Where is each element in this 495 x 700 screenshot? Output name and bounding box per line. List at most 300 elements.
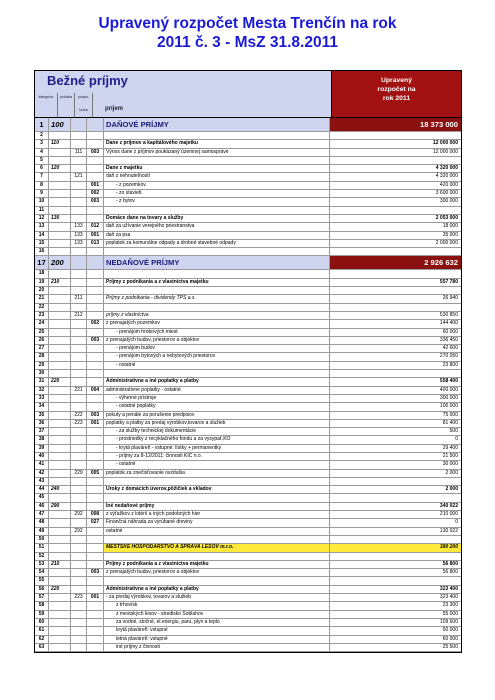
row-text (104, 536, 330, 543)
row-podpolozka (87, 118, 104, 131)
table-row (35, 182, 461, 190)
row-kategoria (49, 602, 71, 609)
row-kategoria (49, 223, 71, 230)
row-podpolozka: 003 (87, 149, 104, 156)
row-number: 16 (35, 248, 49, 255)
row-value: 23 300 (442, 602, 458, 609)
title-line-2: 2011 č. 3 - MsZ 31.8.2011 (157, 34, 338, 51)
row-polozka (71, 586, 87, 593)
row-podpolozka: 012 (87, 223, 104, 230)
row-polozka (71, 329, 87, 336)
row-number: 61 (35, 627, 49, 634)
row-text: - príjmy za 8-12/2011: činnosti KIC n.o. (104, 453, 330, 460)
row-text: - prenájom budov (104, 345, 330, 352)
row-text: - ostatné (104, 362, 330, 369)
row-number: 6 (35, 165, 49, 172)
row-polozka: 229 (71, 470, 87, 477)
row-kategoria (49, 445, 71, 452)
row-text: poplatok za komunálne odpady a drobné stavebné odpady (104, 240, 330, 247)
row-value (330, 287, 461, 294)
row-polozka: 211 (71, 295, 87, 302)
row-kategoria (49, 287, 71, 294)
row-podpolozka (87, 248, 104, 255)
table-row (35, 519, 461, 527)
row-podpolozka (87, 644, 104, 651)
row-polozka (71, 428, 87, 435)
row-value: 60 000 (442, 635, 458, 642)
table-row (35, 149, 461, 157)
row-value: 300 000 (439, 198, 458, 205)
row-podpolozka (87, 436, 104, 443)
row-text: z prenajatých pozemkov (104, 320, 330, 327)
row-podpolozka (87, 378, 104, 385)
row-value: 75 000 (442, 411, 458, 418)
row-value: 55 000 (442, 610, 458, 617)
row-value: 81 400 (442, 419, 458, 426)
row-value: 0 (455, 436, 458, 443)
row-text (104, 157, 330, 164)
row-text (104, 287, 330, 294)
row-kategoria: 130 (49, 215, 71, 222)
row-kategoria (49, 312, 71, 319)
row-polozka (71, 644, 87, 651)
row-value: 340 022 (439, 502, 458, 509)
row-number: 32 (35, 387, 49, 394)
table-header (35, 71, 461, 118)
table-row (35, 198, 461, 206)
row-podpolozka (87, 494, 104, 501)
row-number: 21 (35, 295, 49, 302)
table-row (35, 362, 461, 370)
row-polozka (71, 378, 87, 385)
row-podpolozka: 008 (87, 511, 104, 518)
row-polozka (71, 320, 87, 327)
row-podpolozka: 001 (87, 594, 104, 601)
row-number: 39 (35, 445, 49, 452)
row-number: 7 (35, 173, 49, 180)
row-number: 20 (35, 287, 49, 294)
row-kategoria (49, 395, 71, 402)
row-value: 557 780 (439, 278, 458, 285)
table-row (35, 304, 461, 312)
header-budget-2: rozpočet na (377, 86, 416, 93)
row-polozka (71, 453, 87, 460)
row-podpolozka (87, 173, 104, 180)
table-row (35, 279, 461, 287)
table-row (35, 287, 461, 295)
row-value: 420 000 (439, 181, 458, 188)
row-polozka: 133 (71, 223, 87, 230)
row-polozka (71, 190, 87, 197)
row-polozka (71, 279, 87, 286)
row-kategoria (49, 362, 71, 369)
row-text: poplatky a platby za predaj výrobkov,tovarov a služieb (104, 420, 330, 427)
row-polozka (71, 165, 87, 172)
row-podpolozka (87, 636, 104, 643)
row-podpolozka: 002 (87, 190, 104, 197)
row-text: iné príjmy z činnosti (104, 644, 330, 651)
row-podpolozka (87, 287, 104, 294)
row-polozka: 212 (71, 312, 87, 319)
row-podpolozka (87, 453, 104, 460)
row-kategoria (49, 544, 71, 551)
row-text: daň z nehnuteľností (104, 173, 330, 180)
row-kategoria: 220 (49, 378, 71, 385)
row-value: 2 926 632 (330, 256, 461, 269)
row-text: Príjmy z podnikania a z vlastníctva majetku (104, 561, 330, 568)
row-value: 23 800 (442, 361, 458, 368)
table-row (35, 248, 461, 256)
table-row (35, 320, 461, 328)
row-podpolozka (87, 215, 104, 222)
row-kategoria (49, 453, 71, 460)
row-kategoria (49, 611, 71, 618)
row-value (330, 304, 461, 311)
row-value: 130 022 (439, 527, 458, 534)
row-podpolozka: 003 (87, 569, 104, 576)
row-kategoria (49, 248, 71, 255)
row-kategoria: 240 (49, 486, 71, 493)
row-value (330, 553, 461, 560)
row-polozka (71, 611, 87, 618)
row-value (330, 577, 461, 584)
row-podpolozka: 003 (87, 337, 104, 344)
row-number: 3 (35, 140, 49, 147)
row-podpolozka: 002 (87, 320, 104, 327)
row-polozka (71, 207, 87, 214)
row-polozka (71, 478, 87, 485)
row-kategoria (49, 337, 71, 344)
row-value: 100 000 (439, 403, 458, 410)
row-number: 34 (35, 403, 49, 410)
row-podpolozka (87, 165, 104, 172)
row-polozka: 223 (71, 594, 87, 601)
row-text: DAŇOVÉ PRÍJMY (104, 118, 330, 131)
row-text: ostatné (104, 528, 330, 535)
row-kategoria (49, 569, 71, 576)
row-polozka (71, 436, 87, 443)
row-kategoria (49, 329, 71, 336)
row-text (104, 370, 330, 377)
row-polozka: 133 (71, 240, 87, 247)
row-podpolozka (87, 602, 104, 609)
row-polozka (71, 304, 87, 311)
row-number: 29 (35, 362, 49, 369)
row-kategoria (49, 149, 71, 156)
row-podpolozka: 005 (87, 470, 104, 477)
row-polozka (71, 494, 87, 501)
row-podpolozka (87, 157, 104, 164)
row-number: 10 (35, 198, 49, 205)
row-polozka (71, 215, 87, 222)
table-row (35, 420, 461, 428)
row-kategoria (49, 461, 71, 468)
row-value: 270 050 (439, 353, 458, 360)
row-text (104, 132, 330, 139)
row-podpolozka (87, 461, 104, 468)
row-text: - výherné prístroje (104, 395, 330, 402)
row-text: z výťažkov z lotérií a iných podobných hier (104, 511, 330, 518)
row-value: 25 500 (442, 643, 458, 650)
document-title (0, 14, 495, 52)
row-number: 24 (35, 320, 49, 327)
row-polozka: 221 (71, 387, 87, 394)
row-value: 0 (455, 519, 458, 526)
row-polozka: 222 (71, 412, 87, 419)
row-number: 36 (35, 420, 49, 427)
row-text: Domáce dane na tovary a služby (104, 215, 330, 222)
header-columns (35, 93, 93, 117)
table-row (35, 569, 461, 577)
row-text (104, 207, 330, 214)
row-number: 9 (35, 190, 49, 197)
row-number: 58 (35, 602, 49, 609)
table-row (35, 453, 461, 461)
row-number: 43 (35, 478, 49, 485)
row-polozka (71, 287, 87, 294)
row-value: 26 940 (442, 295, 458, 302)
row-kategoria (49, 157, 71, 164)
table-row (35, 173, 461, 181)
row-number: 2 (35, 132, 49, 139)
table-row (35, 387, 461, 395)
row-podpolozka (87, 312, 104, 319)
row-polozka (71, 403, 87, 410)
table-row (35, 353, 461, 361)
row-number: 25 (35, 329, 49, 336)
row-text: za vodné, stočné, el.energiu, paru, plyn a teplo (104, 619, 330, 626)
row-polozka (71, 544, 87, 551)
header-podpolozka-1: podpo- (77, 95, 90, 99)
header-podpolozka-2: ložka (79, 108, 88, 112)
row-kategoria (49, 232, 71, 239)
table-row (35, 494, 461, 502)
row-value: 530 850 (439, 311, 458, 318)
table-row (35, 577, 461, 585)
row-number: 11 (35, 207, 49, 214)
row-value: 35 000 (442, 231, 458, 238)
table-row (35, 345, 461, 353)
row-value (330, 132, 461, 139)
table-row (35, 329, 461, 337)
row-podpolozka (87, 503, 104, 510)
row-polozka: 121 (71, 173, 87, 180)
row-kategoria (49, 412, 71, 419)
row-text: Administratívne a iné poplatky a platby (104, 586, 330, 593)
row-number: 5 (35, 157, 49, 164)
row-polozka (71, 577, 87, 584)
row-number: 41 (35, 461, 49, 468)
row-text: - prostriedky z recyklačného fondu a za vysypať.KO (104, 436, 330, 443)
row-kategoria (49, 519, 71, 526)
row-number: 8 (35, 182, 49, 189)
row-kategoria (49, 536, 71, 543)
row-kategoria (49, 478, 71, 485)
row-polozka (71, 569, 87, 576)
table-row (35, 561, 461, 569)
row-polozka (71, 362, 87, 369)
row-kategoria (49, 494, 71, 501)
row-value: 4 320 000 (435, 173, 458, 180)
table-row (35, 436, 461, 444)
row-number: 28 (35, 353, 49, 360)
table-row (35, 270, 461, 278)
row-kategoria (49, 190, 71, 197)
row-podpolozka (87, 304, 104, 311)
row-text: administratívne poplatky - ostatné (104, 387, 330, 394)
header-left (35, 71, 332, 117)
row-number: 4 (35, 149, 49, 156)
row-podpolozka (87, 561, 104, 568)
row-number: 18 (35, 270, 49, 277)
table-row (35, 503, 461, 511)
table-row (35, 403, 461, 411)
row-kategoria: 120 (49, 165, 71, 172)
table-row (35, 256, 461, 270)
row-text: - zo stavieb (104, 190, 330, 197)
row-kategoria (49, 270, 71, 277)
row-text: krytá plaváreň: vstupné (104, 627, 330, 634)
header-prijem: príjem (105, 106, 124, 112)
table-row (35, 337, 461, 345)
row-number: 57 (35, 594, 49, 601)
row-polozka (71, 270, 87, 277)
row-podpolozka (87, 362, 104, 369)
row-podpolozka (87, 586, 104, 593)
row-value: 400 000 (439, 386, 458, 393)
row-text (104, 304, 330, 311)
table-row (35, 312, 461, 320)
row-kategoria (49, 387, 71, 394)
row-value: 21 500 (442, 452, 458, 459)
table-row (35, 594, 461, 602)
row-text: - prenájom hrobových miest (104, 329, 330, 336)
table-row (35, 165, 461, 173)
row-polozka: 292 (71, 528, 87, 535)
table-row (35, 132, 461, 140)
table-row (35, 378, 461, 386)
table-row (35, 511, 461, 519)
row-polozka (71, 140, 87, 147)
row-polozka (71, 198, 87, 205)
row-podpolozka (87, 577, 104, 584)
row-number: 49 (35, 528, 49, 535)
table-row (35, 370, 461, 378)
row-value (330, 248, 461, 255)
row-podpolozka (87, 132, 104, 139)
row-number: 13 (35, 223, 49, 230)
row-number: 31 (35, 378, 49, 385)
row-kategoria (49, 353, 71, 360)
header-podpolozka (75, 93, 93, 117)
table-row (35, 232, 461, 240)
table-row (35, 644, 461, 652)
table-row (35, 486, 461, 494)
row-number: 19 (35, 279, 49, 286)
row-podpolozka (87, 428, 104, 435)
row-kategoria (49, 511, 71, 518)
row-podpolozka: 003 (87, 198, 104, 205)
row-podpolozka (87, 207, 104, 214)
row-value: 380 200 (330, 544, 461, 551)
row-number: 51 (35, 544, 49, 551)
row-podpolozka: 003 (87, 412, 104, 419)
row-text (104, 553, 330, 560)
row-text: - za služby technickej dokumentácie (104, 428, 330, 435)
row-podpolozka: 001 (87, 420, 104, 427)
row-kategoria (49, 345, 71, 352)
row-podpolozka: 001 (87, 182, 104, 189)
table-row (35, 636, 461, 644)
row-podpolozka (87, 627, 104, 634)
row-polozka (71, 602, 87, 609)
row-kategoria (49, 436, 71, 443)
row-value: 500 (449, 428, 458, 435)
row-value: 12 000 000 (432, 148, 458, 155)
row-text: Výnos dane z príjmov poukázaný územnej samospráve (104, 149, 330, 156)
row-number: 59 (35, 611, 49, 618)
row-podpolozka (87, 270, 104, 277)
row-value: 558 400 (439, 378, 458, 385)
row-text: poplatok za znečisťovanie ovzdušia (104, 470, 330, 477)
row-kategoria (49, 644, 71, 651)
row-number: 55 (35, 577, 49, 584)
row-text (104, 478, 330, 485)
row-text: z mestských lesov - stredisko Soblahov (104, 611, 330, 618)
row-number: 35 (35, 412, 49, 419)
row-kategoria (49, 594, 71, 601)
row-value: 109 600 (439, 618, 458, 625)
row-text: - prenájom bytových a nebytových priestorov (104, 353, 330, 360)
row-podpolozka (87, 345, 104, 352)
row-number: 46 (35, 503, 49, 510)
table-body (35, 118, 461, 652)
row-kategoria (49, 619, 71, 626)
row-value: 323 400 (439, 585, 458, 592)
table-row (35, 223, 461, 231)
row-polozka: 111 (71, 149, 87, 156)
table-row (35, 611, 461, 619)
row-text: NEDAŇOVÉ PRÍJMY (104, 256, 330, 269)
row-value: 2 000 000 (435, 239, 458, 246)
row-number: 63 (35, 644, 49, 651)
row-kategoria (49, 207, 71, 214)
row-kategoria: 100 (49, 118, 71, 131)
row-polozka (71, 256, 87, 269)
table-row (35, 602, 461, 610)
row-number: 54 (35, 569, 49, 576)
row-kategoria (49, 198, 71, 205)
row-podpolozka (87, 478, 104, 485)
row-value: 210 000 (439, 511, 458, 518)
row-value (330, 478, 461, 485)
row-podpolozka (87, 544, 104, 551)
row-polozka: 133 (71, 232, 87, 239)
row-podpolozka (87, 553, 104, 560)
row-polozka (71, 445, 87, 452)
row-text: Príjmy z podnikania a z vlastníctva majetku (104, 279, 330, 286)
row-value: 30 000 (442, 461, 458, 468)
row-text: daň za psa (104, 232, 330, 239)
row-kategoria (49, 370, 71, 377)
row-polozka (71, 503, 87, 510)
row-kategoria (49, 428, 71, 435)
table-row (35, 544, 461, 552)
row-number: 42 (35, 470, 49, 477)
row-podpolozka (87, 395, 104, 402)
row-value: 42 600 (442, 345, 458, 352)
row-kategoria: 210 (49, 279, 71, 286)
